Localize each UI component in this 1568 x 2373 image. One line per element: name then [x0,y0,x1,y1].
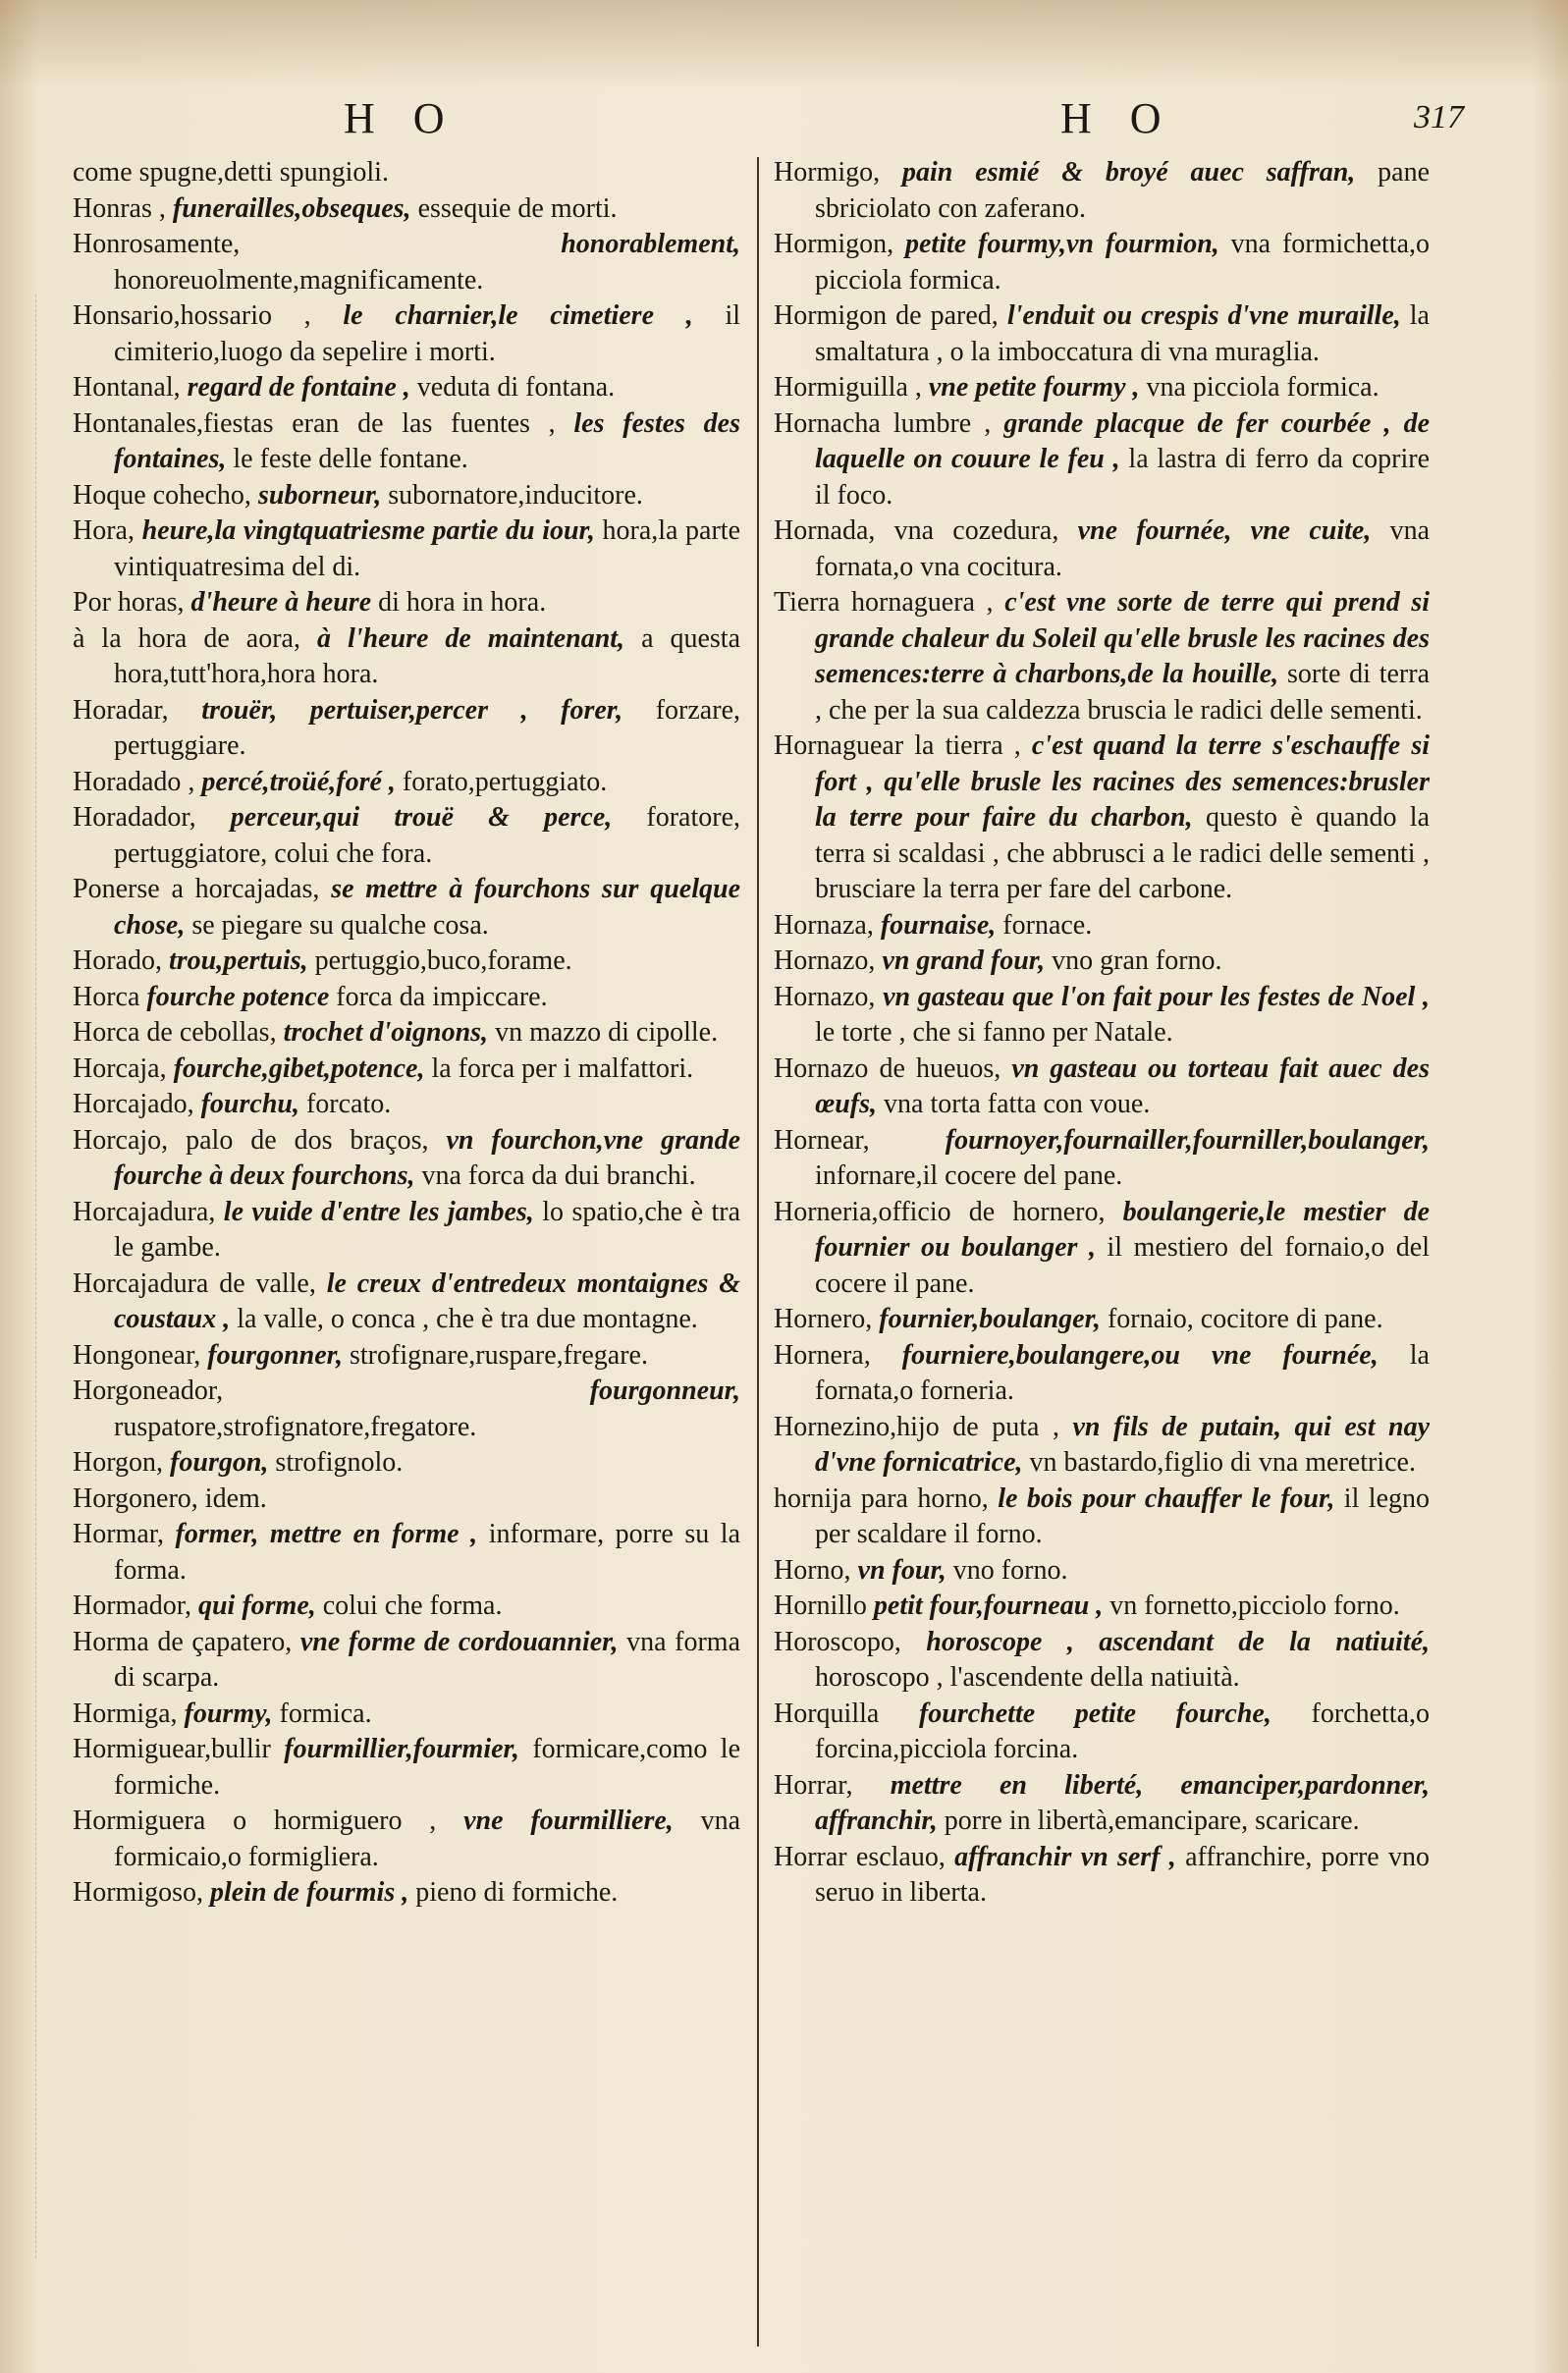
dictionary-entry [774,1840,1430,1912]
italian-gloss: strofignare,ruspare,fregare. [350,1339,648,1371]
headword: Horma de çapatero, [73,1626,293,1657]
italian-gloss: il legno per scaldare il forno. [815,1483,1431,1549]
italian-gloss: essequie de morti. [417,192,618,224]
italian-gloss: questo è quando la terra si scaldasi , che abbrusci a le radici delle sementi , brusciare la terra per fare del carbone. [815,802,1430,904]
french-gloss: vn grand four, [882,945,1046,976]
italian-gloss: di hora in hora. [378,587,547,618]
french-gloss: fourchette petite fourche, [918,1698,1271,1729]
headword: Horadador, [73,802,196,833]
italian-gloss: colui che forma. [322,1591,503,1621]
dictionary-entry [73,585,740,621]
french-gloss: c'est vne sorte de terre qui prend si grande chaleur du Soleil qu'elle brusle les racines des semences:terre à charbons,de la houille, [815,587,1430,689]
headword: Hongonear, [73,1339,201,1371]
french-gloss: d'heure à heure [190,587,372,618]
headword: à la hora de aora, [73,622,300,654]
italian-gloss: vna fornata,o vna cocitura. [815,515,1430,582]
headword: Horquilla [774,1698,880,1729]
french-gloss: fourgon, [170,1447,269,1478]
headword: Hormiga, [73,1698,178,1729]
headword: Horadar, [73,694,169,726]
dictionary-entry [73,1015,740,1052]
french-gloss: trouër, pertuiser,percer , forer, [201,694,623,726]
french-gloss: fournier,boulanger, [879,1304,1101,1334]
dictionary-entry [774,155,1430,227]
headword: Horno, [774,1554,851,1586]
dictionary-entry [73,1875,740,1912]
headword: Horadado , [73,766,195,797]
french-gloss: le vuide d'entre les jambes, [223,1196,534,1227]
dictionary-entry [73,621,740,693]
dictionary-entry [73,944,740,980]
french-gloss: vn four, [857,1554,946,1586]
italian-gloss: la forca per i malfattori. [431,1052,694,1084]
dictionary-entry [73,1052,740,1088]
italian-gloss: infornare,il cocere del pane. [815,1160,1123,1191]
dictionary-entry [73,1589,740,1625]
headword: hornija para horno, [774,1483,989,1514]
right-running-head: H O [1060,94,1175,142]
right-column [774,155,1430,1912]
italian-gloss: strofignolo. [275,1447,404,1478]
french-gloss: c'est quand la terre s'eschauffe si fort , qu'elle brusle les racines des semences:brusler la terre pour faire du charbon, [815,730,1431,833]
italian-gloss: horoscopo , l'ascendente della natiuità. [815,1662,1240,1693]
dictionary-entry [774,1625,1430,1697]
french-gloss: honorablement, [561,229,740,259]
headword: Hormigon, [774,229,894,259]
italian-gloss: subornatore,inducitore. [388,479,643,511]
headword: Hornazo, [774,981,876,1012]
dictionary-entry [73,800,740,872]
headword: Horca de cebollas, [73,1017,277,1048]
headword: Hormiguera o hormiguero , [73,1806,437,1836]
dictionary-entry [774,1338,1430,1410]
dictionary-entry [774,370,1430,406]
dictionary-entry [774,1589,1430,1625]
italian-gloss: vno forno. [952,1554,1068,1586]
headword: Horgoneador, [73,1375,224,1406]
headword: Hormar, [73,1519,164,1549]
headword: Hornaguear la tierra , [774,730,1021,761]
headword: Hornazo de hueuos, [774,1052,1001,1084]
italian-gloss: forchetta,o forcina,picciola forcina. [815,1698,1430,1764]
italian-gloss: vn fornetto,picciolo forno. [1109,1591,1400,1621]
dictionary-entry [73,1732,740,1804]
headword: Hornazo, [774,945,876,976]
headword: Hormador, [73,1591,191,1621]
italian-gloss: honoreuolmente,magnificamente. [114,264,484,296]
french-gloss: trochet d'oignons, [283,1017,489,1048]
french-gloss: fourche,gibet,potence, [173,1052,425,1084]
dictionary-entry [73,1195,740,1267]
italian-gloss: pieno di formiche. [415,1877,619,1908]
dictionary-entry [73,1697,740,1733]
headword: Hornada, vna cozedura, [774,515,1059,546]
headword: Horgonero, [73,1483,198,1514]
headword: Horoscopo, [774,1626,901,1657]
headword: Honrosamente, [73,229,241,259]
french-gloss: suborneur, [257,479,382,511]
headword: Horcajadura de valle, [73,1267,316,1299]
french-gloss: petite fourmy,vn fourmion, [904,229,1219,259]
french-gloss: vne forme de cordouannier, [299,1626,619,1657]
italian-gloss: vno gran forno. [1052,945,1222,976]
italian-gloss: vna torta fatta con voue. [884,1089,1151,1119]
headword: Hornaza, [774,909,874,941]
french-gloss: pain esmié & broyé auec saffran, [901,157,1356,188]
french-gloss: vne fournée, vne cuite, [1077,515,1372,546]
italian-gloss: la valle, o conca , che è tra due montagne. [237,1304,698,1334]
dictionary-entry [774,1123,1430,1195]
headword: Horcaja, [73,1052,167,1084]
dictionary-entry [73,1482,740,1518]
italian-gloss: la smaltatura , o la imboccatura di vna muraglia. [815,300,1430,367]
italian-gloss: se piegare su qualche cosa. [191,909,489,941]
headword: Hontanales,fiestas eran de las fuentes , [73,407,556,439]
french-gloss: petit four,fourneau , [873,1591,1104,1621]
italian-gloss: informare, porre su la forma. [114,1519,741,1586]
italian-gloss: vna forca da dui branchi. [421,1160,696,1191]
headword: Hornera, [774,1339,871,1371]
italian-gloss: la lastra di ferro da coprire il foco. [815,444,1431,511]
headword: Horcajadura, [73,1196,216,1227]
french-gloss: fourmillier,fourmier, [284,1734,519,1764]
headword: Horcajado, [73,1089,194,1119]
dictionary-entry [73,227,740,298]
italian-gloss: pane sbriciolato con zaferano. [815,157,1430,224]
french-gloss: le creux d'entredeux montaignes & coustaux , [114,1267,740,1334]
italian-gloss: le feste delle fontane. [233,444,468,474]
french-gloss: plein de fourmis , [210,1877,409,1908]
italian-gloss: affranchire, porre vno seruo in liberta. [815,1841,1431,1908]
italian-gloss: ruspatore,strofignatore,fregatore. [114,1411,477,1442]
dictionary-entry [73,1445,740,1482]
headword: Hornear, [774,1124,870,1156]
french-gloss: fourmy, [184,1698,273,1729]
dictionary-entry [73,980,740,1016]
left-column [73,155,740,1912]
dictionary-entry [73,1804,740,1875]
dictionary-entry [73,155,740,191]
dictionary-entry [774,1697,1430,1768]
headword: Honras , [73,192,166,224]
french-gloss: qui forme, [197,1591,316,1621]
italian-gloss: vna picciola formica. [1146,372,1379,403]
dictionary-entry [73,1123,740,1195]
headword: Hormigon de pared, [774,300,999,331]
dictionary-entry [73,693,740,765]
french-gloss: fournoyer,fournailler,fourniller,boulanger, [945,1124,1430,1156]
italian-gloss: vna formichetta,o picciola formica. [815,229,1431,296]
french-gloss: former, mettre en forme , [175,1519,478,1549]
italian-gloss: pertuggio,buco,forame. [314,945,572,976]
italian-gloss: fornaio, cocitore di pane. [1107,1304,1383,1334]
french-gloss: perceur,qui trouë & perce, [230,802,613,833]
dictionary-entry [73,1267,740,1338]
french-gloss: boulangerie,le mestier de fournier ou boulanger , [815,1196,1430,1263]
dictionary-entry [73,406,740,478]
italian-gloss: formicare,como le formiche. [114,1734,741,1801]
dictionary-entry [73,872,740,944]
italian-gloss: il cimiterio,luogo da sepelire i morti. [114,300,740,367]
french-gloss: fournaise, [880,909,997,941]
dictionary-entry [774,406,1430,514]
italian-gloss: la fornata,o forneria. [815,1339,1430,1406]
headword: Hora, [73,515,135,546]
italian-gloss: lo spatio,che è tra le gambe. [114,1196,740,1263]
headword: Horca [73,981,140,1012]
dictionary-entry [774,728,1430,908]
dictionary-entry [774,944,1430,980]
headword: Horrar esclauo, [774,1841,946,1872]
italian-gloss: a questa hora,tutt'hora,hora hora. [114,622,741,689]
italian-gloss: sorte di terra , che per la sua caldezza bruscia le radici delle sementi. [815,659,1431,726]
italian-gloss: vn bastardo,figlio di vna meretrice. [1029,1447,1416,1478]
headword: Tierra hornaguera , [774,587,994,618]
dictionary-entry [774,908,1430,944]
french-gloss: vn fourchon,vne grande fourche à deux fourchons, [114,1124,740,1191]
dictionary-entry [73,1374,740,1445]
dictionary-entry [774,1553,1430,1590]
dictionary-entry [774,513,1430,585]
left-margin-binding [6,295,36,2258]
italian-gloss: forcato. [305,1089,392,1119]
dictionary-entry [73,765,740,801]
headword: Horcajo, palo de dos braços, [73,1124,429,1156]
italian-gloss: idem. [204,1483,267,1514]
headword: Hornacha lumbre , [774,407,992,439]
headword: Hormiguilla , [774,372,922,403]
french-gloss: trou,pertuis, [168,945,308,976]
french-gloss: fourgonner, [207,1339,343,1371]
french-gloss: funerailles,obseques, [172,192,411,224]
french-gloss: vn gasteau ou torteau fait auec des œufs, [815,1052,1430,1119]
headword: Horado, [73,945,162,976]
french-gloss: le charnier,le cimetiere , [343,300,693,331]
french-gloss: heure,la vingtquatriesme partie du iour, [141,515,595,546]
french-gloss: fourgonneur, [589,1375,740,1406]
headword: Horgon, [73,1447,164,1478]
french-gloss: vne fourmilliere, [463,1806,674,1836]
french-gloss: fourche potence [146,981,330,1012]
dictionary-entry [774,1410,1430,1482]
dictionary-entry [73,513,740,585]
dictionary-entry [73,1625,740,1697]
headword: Ponerse a horcajadas, [73,874,320,904]
dictionary-entry [73,478,740,514]
dictionary-entry [774,298,1430,370]
left-running-head: H O [344,94,459,142]
page-header [0,93,1568,152]
french-gloss: percé,troüé,foré , [201,766,396,797]
italian-gloss: vn mazzo di cipolle. [495,1017,719,1048]
dictionary-entry [73,1338,740,1375]
page-number: 317 [1414,99,1464,135]
italian-gloss: porre in libertà,emancipare, scaricare. [944,1806,1360,1836]
headword: Hontanal, [73,372,181,403]
italian-gloss: forca da impiccare. [336,981,548,1012]
italian-gloss: forzare, pertuggiare. [114,694,740,761]
headword: Hormigo, [774,157,881,188]
french-gloss: vn gasteau que l'on fait pour les festes de Noel , [883,981,1430,1012]
dictionary-entry [73,1087,740,1123]
headword: Hornezino,hijo de puta , [774,1411,1059,1442]
column-rule [757,157,759,2346]
french-gloss: mettre en liberté, emanciper,pardonner, affranchir, [815,1769,1431,1836]
french-gloss: vne petite fourmy , [928,372,1140,403]
headword: Hoque cohecho, [73,479,251,511]
headword: Hornillo [774,1591,867,1621]
italian-gloss: vna forma di scarpa. [114,1626,740,1693]
dictionary-entry [73,1517,740,1589]
french-gloss: le bois pour chauffer le four, [998,1483,1335,1514]
french-gloss: regard de fontaine , [187,372,410,403]
italian-gloss: hora,la parte vintiquatresima del di. [114,515,741,582]
italian-gloss: foratore, pertuggiatore, colui che fora. [114,802,741,869]
dictionary-entry [774,1482,1430,1553]
headword: Hormigoso, [73,1877,203,1908]
headword: Hormiguear,bullir [73,1734,271,1764]
dictionary-entry [774,1195,1430,1303]
italian-gloss: veduta di fontana. [416,372,616,403]
italian-gloss: vna formicaio,o formigliera. [114,1806,741,1872]
french-gloss: horoscope , ascendant de la natiuité, [926,1626,1430,1657]
french-gloss: l'enduit ou crespis d'vne muraille, [1006,300,1401,331]
headword: Honsario,hossario , [73,300,311,331]
dictionary-entry [774,585,1430,728]
dictionary-entry [73,298,740,370]
italian-gloss: le torte , che si fanno per Natale. [815,1017,1173,1048]
headword: Por horas, [73,587,185,618]
italian-gloss: forato,pertuggiato. [402,766,608,797]
dictionary-entry [774,980,1430,1052]
italian-gloss: formica. [279,1698,372,1729]
french-gloss: affranchir vn serf , [954,1841,1176,1872]
french-gloss: grande placque de fer courbée , de laquelle on couure le feu , [815,407,1431,474]
headword: Horrar, [774,1769,853,1801]
french-gloss: fourniere,boulangere,ou vne fournée, [901,1339,1379,1371]
italian-gloss: come spugne,detti spungioli. [73,157,389,188]
dictionary-entry [774,227,1430,298]
dictionary-entry [774,1052,1430,1123]
headword: Hornero, [774,1304,873,1334]
dictionary-entry [73,370,740,406]
dictionary-entry [774,1302,1430,1338]
french-gloss: à l'heure de maintenant, [316,622,625,654]
headword: Horneria,officio de hornero, [774,1196,1106,1227]
french-gloss: fourchu, [200,1089,299,1119]
french-gloss: vn fils de putain, qui est nay d'vne fornicatrice, [815,1411,1430,1478]
dictionary-entry [73,191,740,228]
italian-gloss: fornace. [1002,909,1093,941]
french-gloss: les festes des fontaines, [114,407,740,474]
french-gloss: se mettre à fourchons sur quelque chose, [114,874,740,941]
dictionary-entry [774,1768,1430,1840]
italian-gloss: il mestiero del fornaio,o del cocere il pane. [815,1232,1430,1299]
